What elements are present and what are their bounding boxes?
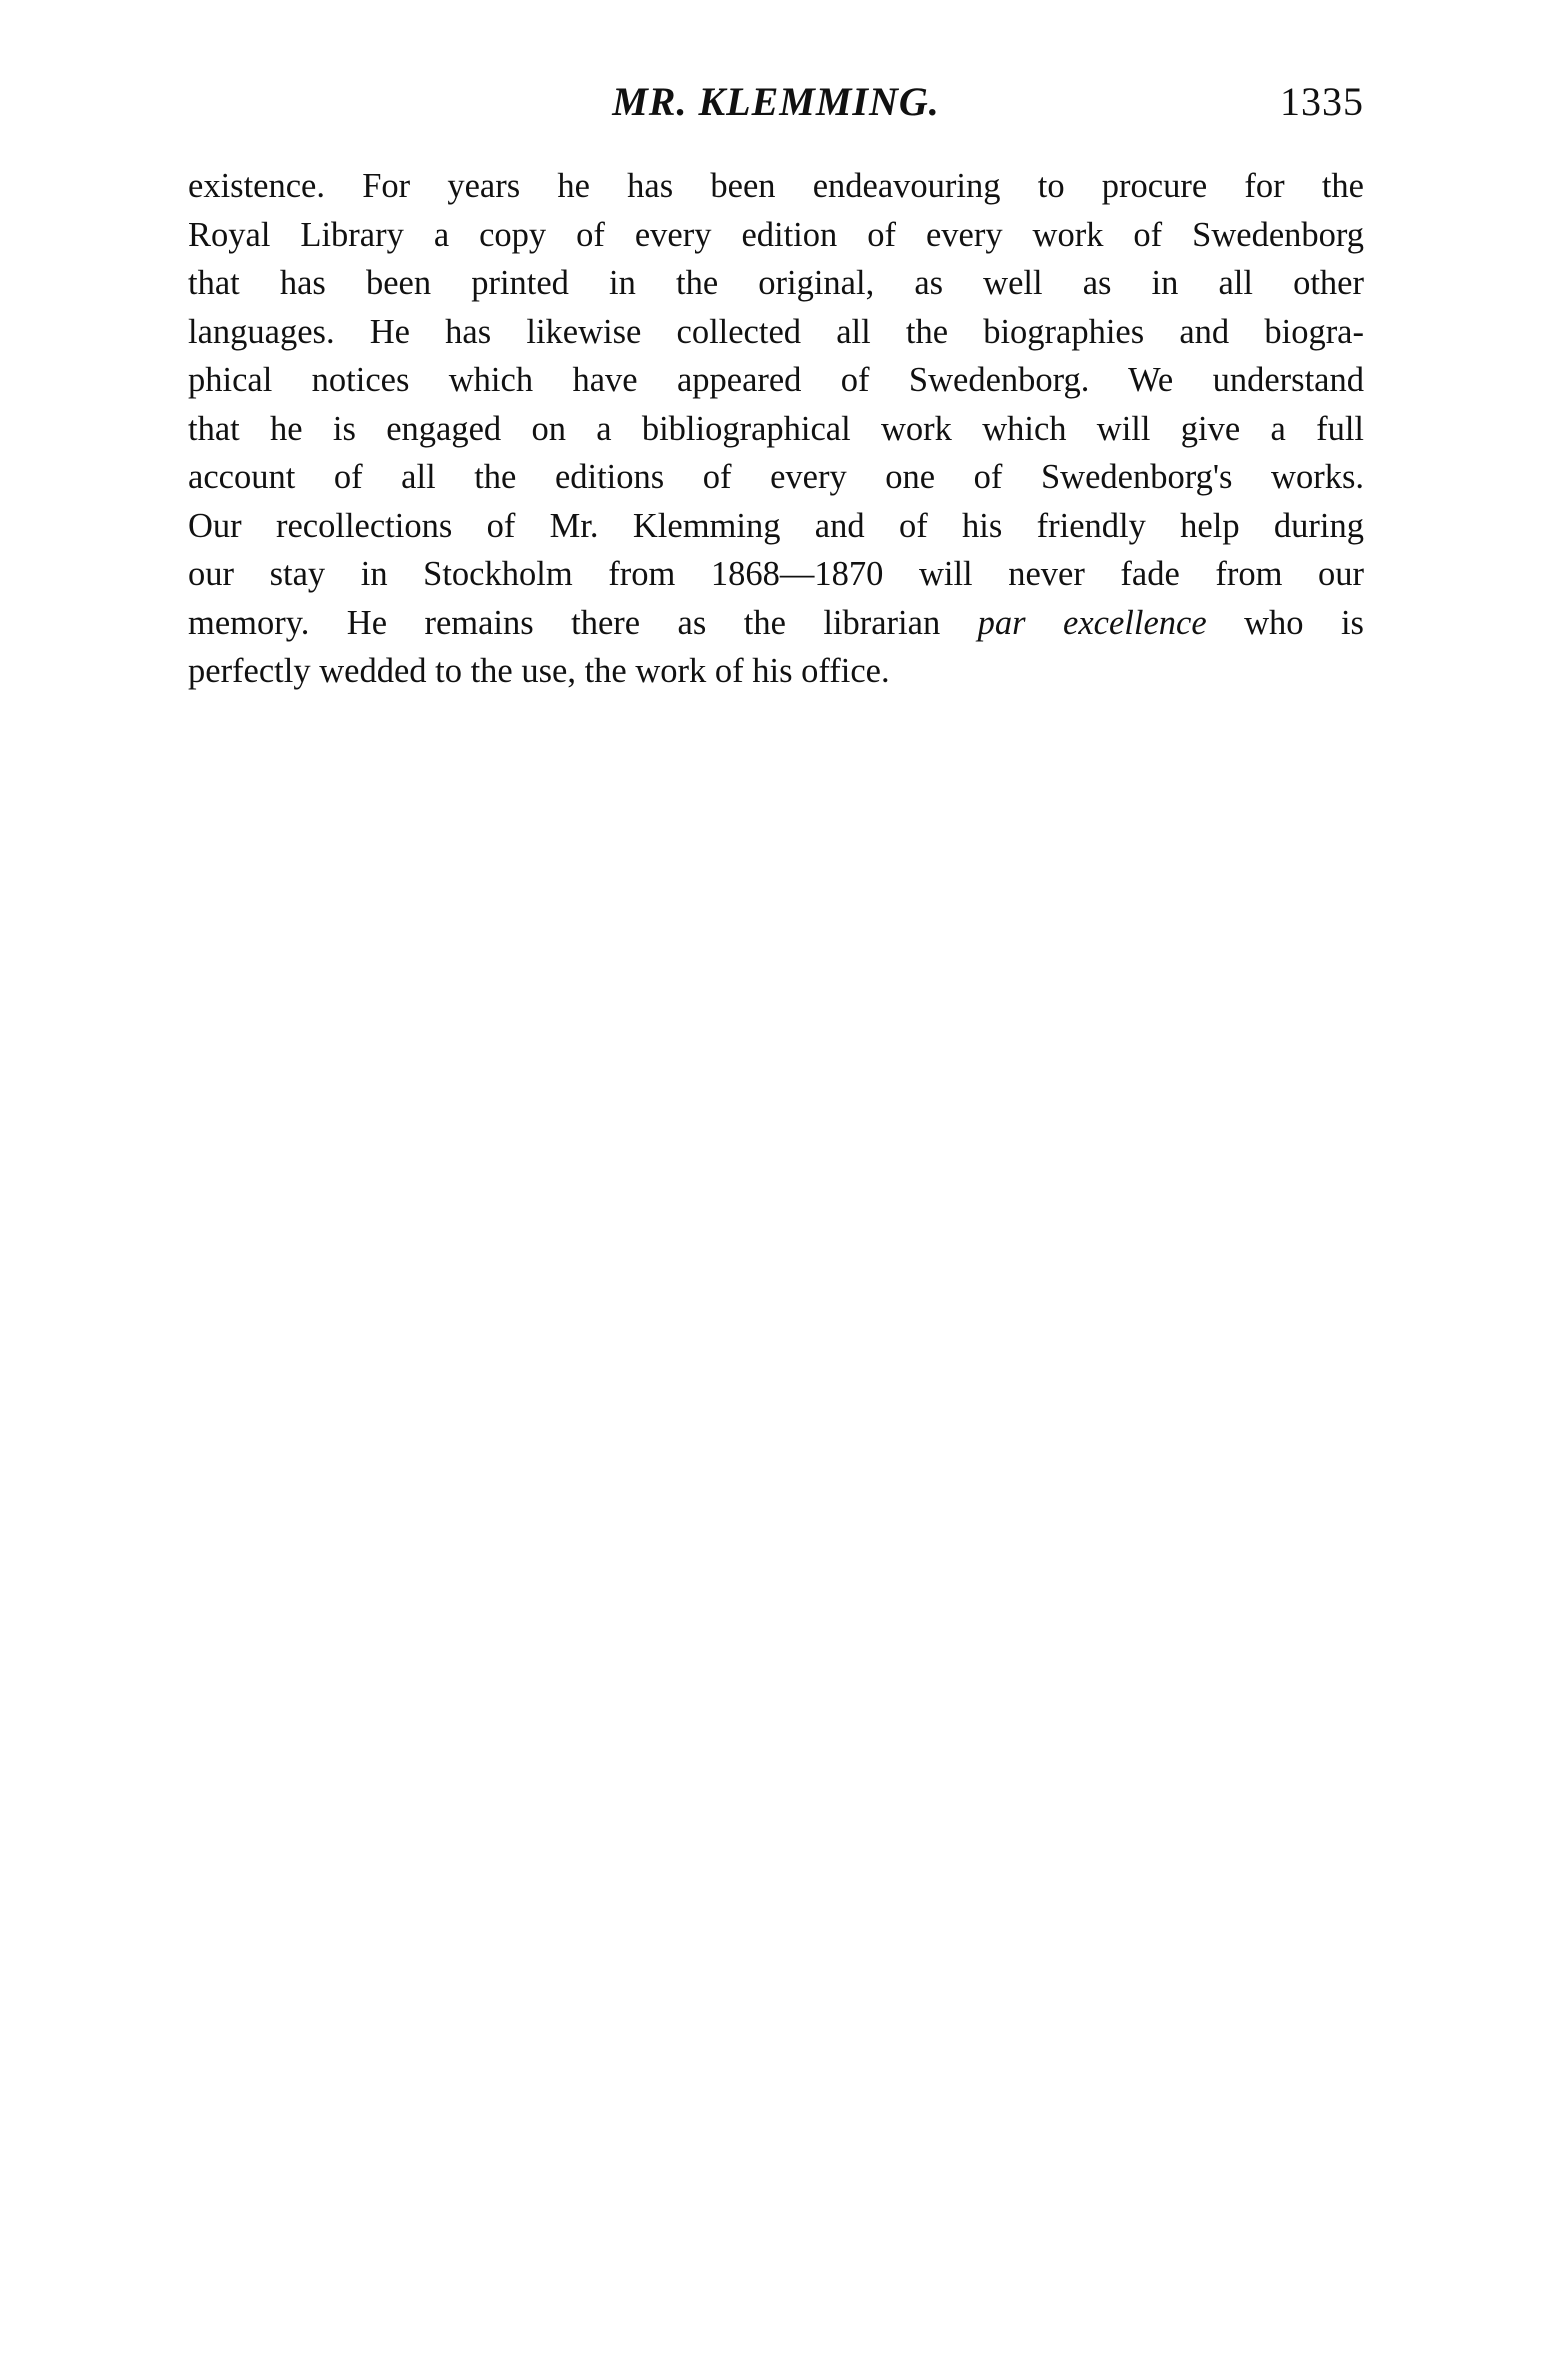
body-paragraph (188, 162, 1364, 696)
text-line: account of all the editions of every one of Swedenborg's works. (188, 458, 1364, 496)
text-line: Our recollections of Mr. Klemming and of his friendly help during (188, 506, 1364, 545)
text-line: Royal Library a copy of every edition of every work of Swedenborg (188, 215, 1364, 254)
text-line: existence. For years he has been endeavouring to procure for the (188, 167, 1364, 205)
text-segment: memory. He remains there as the librarian (188, 603, 978, 642)
text-line: that he is engaged on a bibliographical work which will give a full (188, 409, 1364, 448)
text-line: our stay in Stockholm from 1868—1870 will never fade from our (188, 555, 1364, 593)
text-line: languages. He has likewise collected all the biographies and biogra- (188, 312, 1364, 351)
running-head (188, 74, 1364, 130)
text-line (188, 599, 1364, 648)
text-line: phical notices which have appeared of Swedenborg. We understand (188, 361, 1364, 399)
italic-phrase: par excellence (977, 603, 1207, 642)
running-title: MR. KLEMMING. (612, 79, 940, 124)
text-line-final: perfectly wedded to the use, the work of his office. (188, 652, 890, 690)
text-segment: who is (1206, 603, 1364, 642)
text-line: that has been printed in the original, as well as in all other (188, 264, 1364, 302)
page-number: 1335 (1280, 79, 1364, 124)
